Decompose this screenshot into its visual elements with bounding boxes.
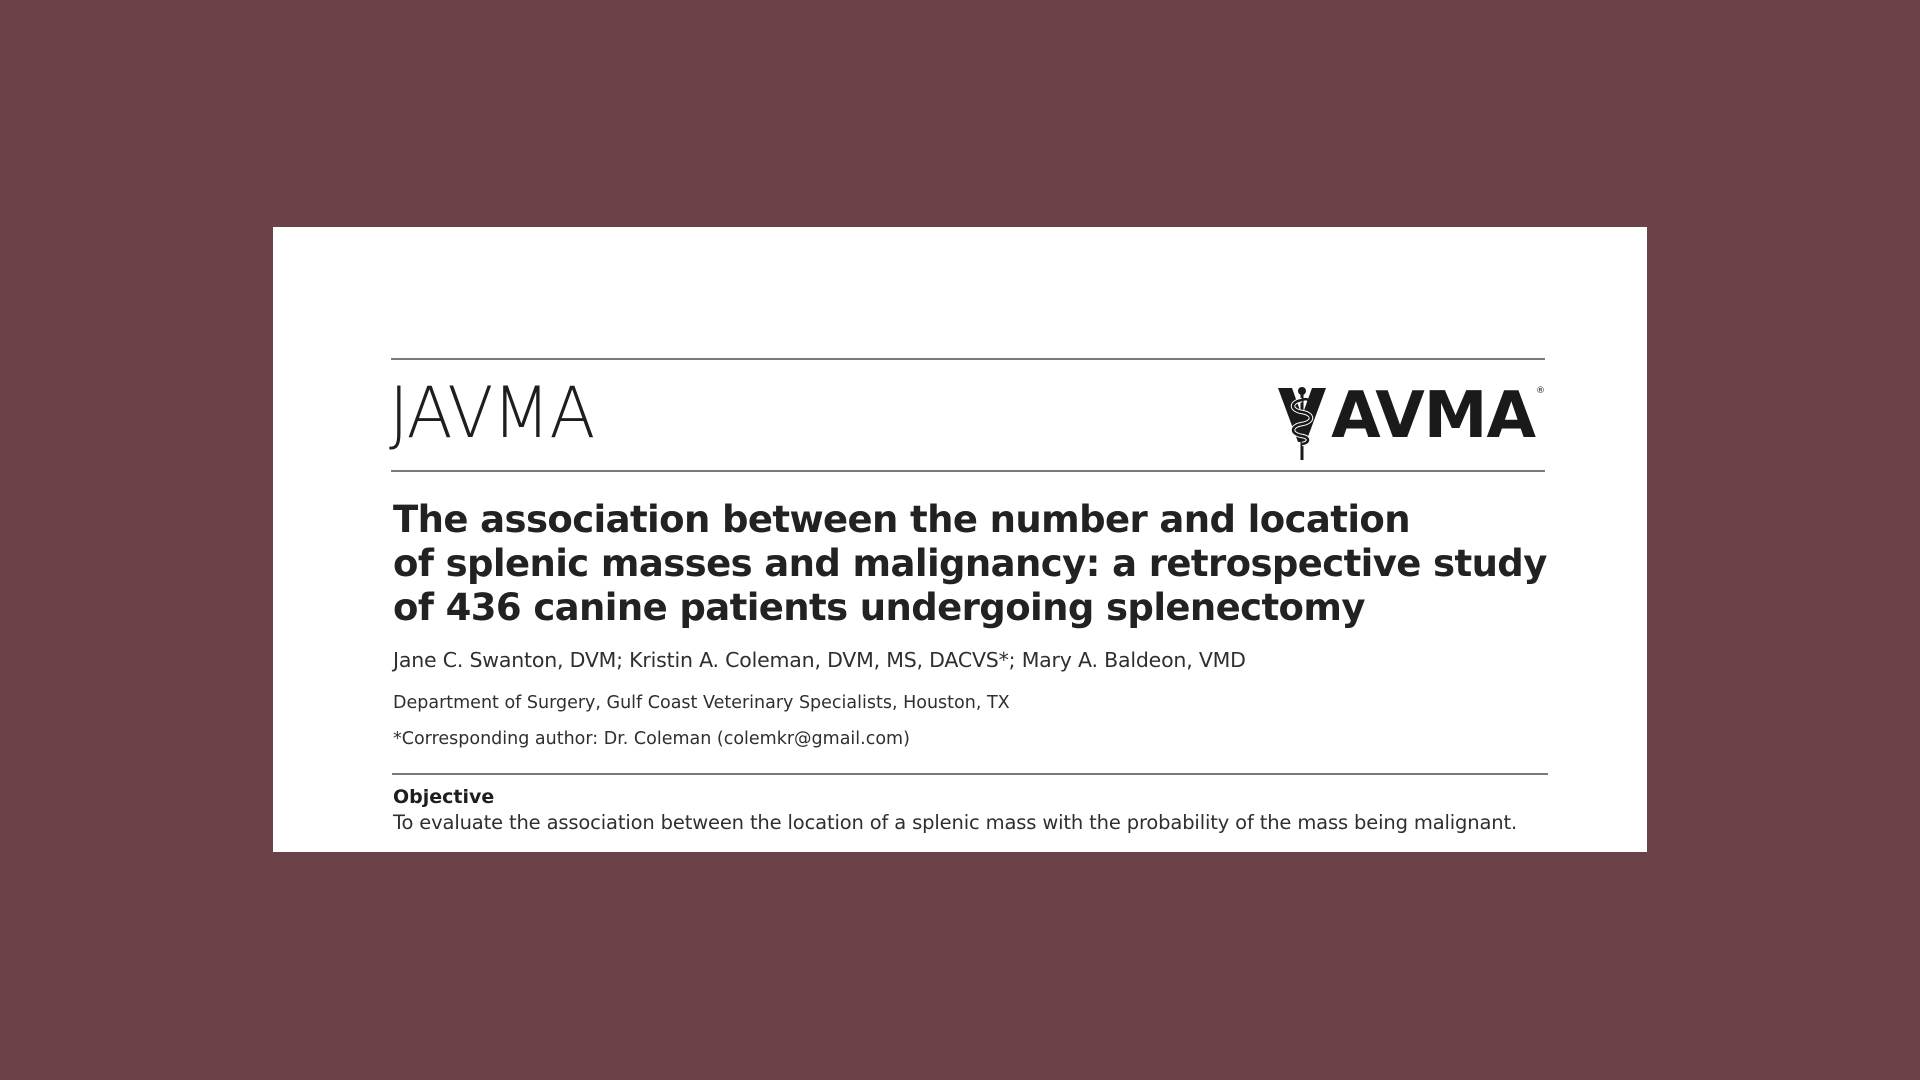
masthead-bottom-rule <box>391 470 1545 472</box>
journal-name: JAVMA <box>389 372 595 454</box>
brand-name: AVMA <box>1331 379 1535 453</box>
article-content <box>391 358 1545 835</box>
registered-mark: ® <box>1536 386 1545 396</box>
title-line: of splenic masses and malignancy: a retrospective study <box>393 542 1547 585</box>
article-page <box>273 227 1647 852</box>
affiliation: Department of Surgery, Gulf Coast Veterinary Specialists, Houston, TX <box>393 693 1010 713</box>
author-list: Jane C. Swanton, DVM; Kristin A. Coleman, DVM, MS, DACVS*; Mary A. Baldeon, VMD <box>393 648 1246 672</box>
objective-text: To evaluate the association between the location of a splenic mass with the probability of the mass being malignant. <box>393 811 1518 834</box>
caduceus-v-icon <box>1276 386 1328 462</box>
masthead <box>391 360 1545 470</box>
article-title <box>393 498 1547 630</box>
objective-heading: Objective <box>393 786 495 808</box>
title-line: of 436 canine patients undergoing splenectomy <box>393 586 1365 629</box>
avma-logo <box>1276 379 1545 462</box>
corresponding-author: *Corresponding author: Dr. Coleman (colemkr@gmail.com) <box>393 729 910 749</box>
abstract-rule <box>392 773 1548 775</box>
title-line: The association between the number and location <box>393 498 1410 541</box>
